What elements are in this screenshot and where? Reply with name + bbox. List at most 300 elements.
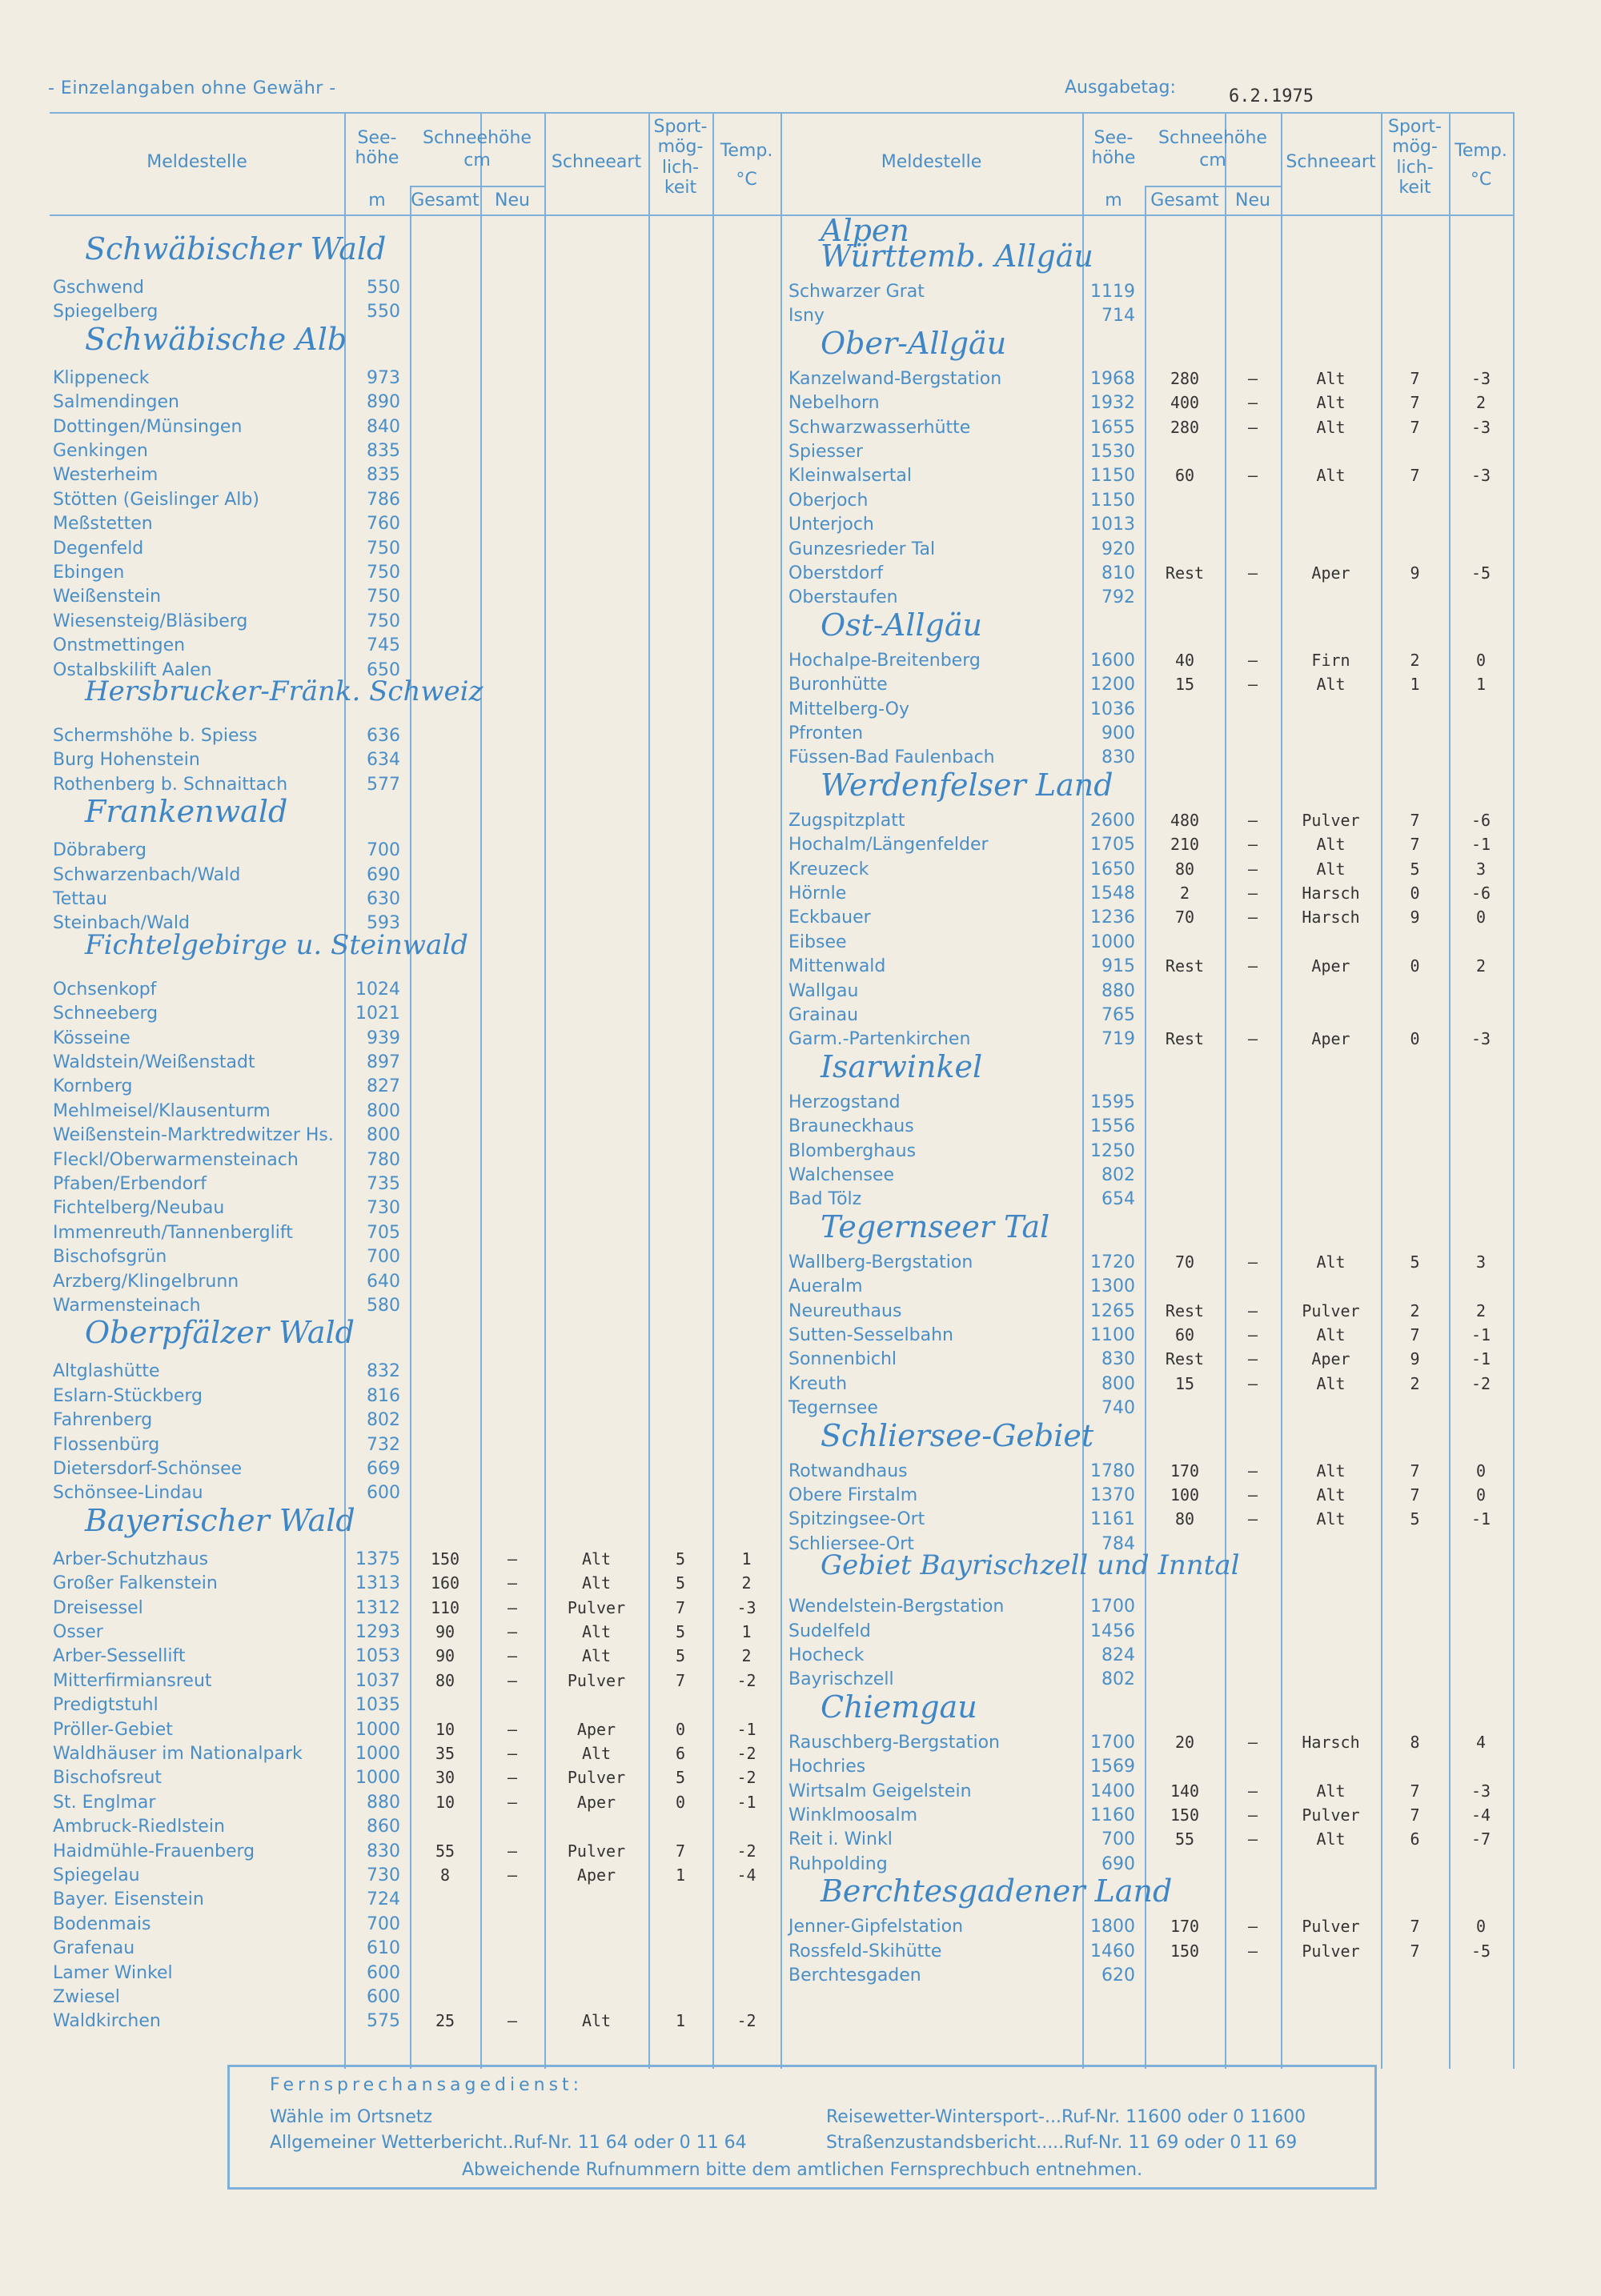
region-heading: Hersbrucker-Fränk. Schweiz xyxy=(85,675,484,707)
road-report-number: Straßenzustandsbericht.....Ruf-Nr. 11 69 oder 0 11 69 xyxy=(826,2133,1298,2153)
snow-total: 210 xyxy=(1170,835,1200,855)
station-name: Pfaben/Erbendorf xyxy=(53,1174,207,1194)
snow-new: – xyxy=(507,1597,518,1617)
snow-total: Rest xyxy=(1165,1349,1205,1369)
snow-type: Pulver xyxy=(1302,1300,1360,1320)
table-row xyxy=(0,563,1601,587)
snow-type: Alt xyxy=(581,1646,612,1666)
region-heading: Schwäbischer Wald xyxy=(85,231,387,266)
snow-new: – xyxy=(1247,859,1258,879)
snow-type: Alt xyxy=(581,2011,612,2031)
station-name: Kornberg xyxy=(53,1076,133,1097)
altitude-unit: m xyxy=(368,190,386,210)
snow-type: Harsch xyxy=(1302,908,1360,928)
station-name: Salmendingen xyxy=(53,392,179,413)
snow-type: Aper xyxy=(1311,1029,1350,1049)
station-name: Rauschberg-Bergstation xyxy=(788,1732,1000,1753)
station-altitude: 690 xyxy=(367,864,400,885)
station-altitude: 1313 xyxy=(355,1573,400,1594)
snow-total: 10 xyxy=(435,1792,455,1812)
snow-total: 100 xyxy=(1170,1485,1200,1505)
station-altitude: 1720 xyxy=(1090,1252,1135,1272)
table-row xyxy=(0,442,1601,466)
station-altitude: 640 xyxy=(367,1271,400,1292)
table-row xyxy=(0,1374,1601,1398)
station-name: Pfronten xyxy=(788,723,864,743)
sport-rating: 7 xyxy=(1410,1485,1420,1505)
temperature: -2 xyxy=(736,1768,756,1788)
table-row xyxy=(0,1917,1601,1941)
region-heading: Fichtelgebirge u. Steinwald xyxy=(85,928,468,961)
station-name: Aueralm xyxy=(788,1276,863,1297)
station-altitude: 1460 xyxy=(1090,1941,1135,1961)
station-name: Gunzesrieder Tal xyxy=(788,539,936,559)
station-name: Ochsenkopf xyxy=(53,979,157,1000)
table-row xyxy=(0,811,1601,835)
station-altitude: 1705 xyxy=(1090,835,1135,855)
table-row xyxy=(0,1116,1601,1140)
snow-total: 35 xyxy=(435,1744,455,1763)
temperature: -6 xyxy=(1471,884,1491,903)
snow-type: Alt xyxy=(1316,835,1346,855)
region-heading: Bayerischer Wald xyxy=(85,1502,355,1538)
region-heading: Isarwinkel xyxy=(821,1048,983,1084)
station-altitude: 550 xyxy=(367,278,400,298)
station-name: Großer Falkenstein xyxy=(53,1573,218,1594)
sport-rating: 5 xyxy=(675,1646,686,1666)
temperature: 0 xyxy=(1475,1461,1487,1481)
station-name: Oberstdorf xyxy=(788,563,884,583)
station-altitude: 800 xyxy=(1101,1373,1135,1394)
station-name: Hochalm/Längenfelder xyxy=(788,835,989,855)
temperature: -2 xyxy=(1471,1373,1491,1393)
region-heading: Frankenwald xyxy=(85,794,288,830)
snow-total: 40 xyxy=(1174,650,1195,670)
snow-type: Firn xyxy=(1311,650,1350,670)
station-name: Kreuth xyxy=(788,1373,848,1394)
temperature: 2 xyxy=(741,1646,752,1666)
table-row xyxy=(0,908,1601,932)
station-altitude: 1150 xyxy=(1090,490,1135,511)
station-altitude: 750 xyxy=(367,587,400,607)
snow-total: 110 xyxy=(430,1597,460,1617)
snow-type: Harsch xyxy=(1302,884,1360,903)
snow-type-header: Schneeart xyxy=(551,152,642,172)
table-row xyxy=(0,928,1601,961)
station-name: Warmensteinach xyxy=(53,1296,201,1316)
snow-total: 25 xyxy=(435,2011,455,2031)
snow-type: Alt xyxy=(1316,859,1346,879)
station-altitude: 1250 xyxy=(1090,1140,1135,1161)
station-altitude: 792 xyxy=(1101,587,1135,608)
station-altitude: 915 xyxy=(1101,956,1135,977)
station-name: Jenner-Gipfelstation xyxy=(788,1917,964,1937)
station-name: Neureuthaus xyxy=(788,1300,902,1321)
station-altitude: 750 xyxy=(367,538,400,559)
sport-rating: 0 xyxy=(675,1719,686,1739)
snow-new: – xyxy=(1247,1805,1258,1825)
table-row xyxy=(0,1165,1601,1189)
table-row xyxy=(0,1052,1601,1076)
temperature: -2 xyxy=(736,1744,756,1763)
snow-new-header: Neu xyxy=(1235,190,1270,210)
station-name: Waldhäuser im Nationalpark xyxy=(53,1744,303,1764)
station-name: Bischofsgrün xyxy=(53,1247,167,1268)
table-row xyxy=(0,1829,1601,1853)
station-altitude: 740 xyxy=(1101,1398,1135,1419)
station-name: Bayer. Eisenstein xyxy=(53,1889,204,1910)
station-altitude: 802 xyxy=(1101,1165,1135,1185)
sport-rating: 9 xyxy=(1410,908,1420,928)
station-altitude: 1000 xyxy=(355,1744,400,1764)
table-row xyxy=(0,1781,1601,1805)
station-name: Schwarzer Grat xyxy=(788,282,925,302)
temperature: 0 xyxy=(1475,1485,1487,1505)
snow-total-header: Gesamt xyxy=(411,190,479,210)
station-name: Hocheck xyxy=(788,1645,865,1665)
snow-new: – xyxy=(1247,1029,1258,1049)
sport-header: Sport- mög- lich- keit xyxy=(653,117,708,198)
station-name: Kreuzeck xyxy=(788,859,869,880)
snow-total: 15 xyxy=(1174,1373,1195,1393)
station-altitude: 760 xyxy=(367,514,400,535)
station-name: Arber-Schutzhaus xyxy=(53,1549,209,1569)
station-name: Eslarn-Stückberg xyxy=(53,1385,203,1406)
snow-new: – xyxy=(1247,908,1258,928)
temperature: 2 xyxy=(1475,393,1487,413)
station-name: Spiegelberg xyxy=(53,302,158,323)
station-name: Mittelberg-Oy xyxy=(788,699,910,719)
snow-new: – xyxy=(1247,1732,1258,1752)
station-altitude: 1600 xyxy=(1090,650,1135,671)
station-name: Grainau xyxy=(788,1005,859,1025)
station-name: Kleinwalsertal xyxy=(788,466,912,487)
snow-new: – xyxy=(1247,1485,1258,1505)
snow-type: Aper xyxy=(576,1865,616,1885)
table-row xyxy=(0,956,1601,980)
snow-new: – xyxy=(507,1841,518,1861)
temperature: -3 xyxy=(1471,1029,1491,1049)
table-row xyxy=(0,393,1601,417)
table-row xyxy=(0,1509,1601,1533)
station-altitude: 1100 xyxy=(1090,1325,1135,1345)
station-altitude: 636 xyxy=(367,726,400,746)
station-altitude: 1700 xyxy=(1090,1597,1135,1617)
sport-rating: 2 xyxy=(1410,1373,1420,1393)
temperature: -7 xyxy=(1471,1829,1491,1849)
station-name: Gschwend xyxy=(53,278,144,298)
snow-type: Alt xyxy=(581,1549,612,1569)
station-name: Winklmoosalm xyxy=(788,1805,918,1825)
temperature: -3 xyxy=(736,1597,756,1617)
sport-rating: 7 xyxy=(1410,835,1420,855)
station-altitude: 650 xyxy=(367,659,400,680)
temperature: 0 xyxy=(1475,1917,1487,1937)
station-altitude: 802 xyxy=(1101,1669,1135,1690)
station-name: Genkingen xyxy=(53,441,148,461)
station-altitude: 1300 xyxy=(1090,1276,1135,1297)
station-name: Schönsee-Lindau xyxy=(53,1483,203,1504)
station-name: Berchtesgaden xyxy=(788,1965,921,1985)
station-name: Wiesensteig/Bläsiberg xyxy=(53,611,248,631)
snow-type: Pulver xyxy=(567,1768,626,1788)
station-altitude: 1400 xyxy=(1090,1781,1135,1801)
temperature: -3 xyxy=(1471,1781,1491,1801)
snow-total: Rest xyxy=(1165,1029,1205,1049)
station-name: Immenreuth/Tannenberglift xyxy=(53,1222,293,1243)
snow-new: – xyxy=(1247,810,1258,830)
temperature: 4 xyxy=(1475,1732,1487,1752)
station-name: Zwiesel xyxy=(53,1987,120,2007)
snow-total: 80 xyxy=(1174,859,1195,879)
sport-rating: 7 xyxy=(1410,1941,1420,1961)
station-altitude: 700 xyxy=(367,840,400,861)
station-altitude: 816 xyxy=(367,1385,400,1406)
station-name: Steinbach/Wald xyxy=(53,913,190,934)
temperature: -2 xyxy=(736,1670,756,1690)
station-altitude: 730 xyxy=(367,1198,400,1219)
station-name: Dreisessel xyxy=(53,1597,143,1618)
station-altitude: 634 xyxy=(367,750,400,771)
temperature: 3 xyxy=(1475,859,1487,879)
temperature: 3 xyxy=(1475,1252,1487,1272)
station-altitude: 810 xyxy=(1101,563,1135,583)
altitude-unit: m xyxy=(1105,190,1122,210)
station-altitude: 835 xyxy=(367,441,400,461)
sport-rating: 5 xyxy=(675,1573,686,1593)
station-name: Blomberghaus xyxy=(788,1140,917,1161)
station-altitude: 600 xyxy=(367,1483,400,1504)
snow-type: Alt xyxy=(581,1744,612,1763)
sport-rating: 7 xyxy=(675,1597,686,1617)
station-name: Ebingen xyxy=(53,563,125,583)
station-name: Obere Firstalm xyxy=(788,1485,918,1505)
station-altitude: 550 xyxy=(367,302,400,323)
station-altitude: 880 xyxy=(1101,980,1135,1001)
sport-rating: 9 xyxy=(1410,563,1420,583)
temperature: 1 xyxy=(741,1622,752,1641)
table-row xyxy=(0,539,1601,563)
temperature: 2 xyxy=(741,1573,752,1593)
station-altitude: 705 xyxy=(367,1222,400,1243)
table-row xyxy=(0,1597,1601,1621)
station-altitude: 1000 xyxy=(355,1768,400,1789)
table-row xyxy=(0,1092,1601,1116)
station-name: Fichtelberg/Neubau xyxy=(53,1198,225,1219)
sport-rating: 5 xyxy=(675,1549,686,1569)
table-row xyxy=(0,884,1601,908)
station-name: Flossenbürg xyxy=(53,1434,160,1455)
snow-total: 70 xyxy=(1174,1252,1195,1272)
snow-new: – xyxy=(1247,1781,1258,1801)
station-name: Dietersdorf-Schönsee xyxy=(53,1459,243,1479)
temperature: -2 xyxy=(736,2011,756,2031)
station-altitude: 1700 xyxy=(1090,1732,1135,1753)
snow-new: – xyxy=(1247,1941,1258,1961)
table-row xyxy=(0,1276,1601,1300)
snow-new: – xyxy=(1247,1325,1258,1344)
sport-rating: 7 xyxy=(1410,1917,1420,1937)
table-row xyxy=(0,1733,1601,1757)
station-altitude: 1119 xyxy=(1090,282,1135,302)
sport-rating: 7 xyxy=(1410,417,1420,437)
temp-header: Temp. xyxy=(1455,141,1507,161)
snow-new: – xyxy=(1247,884,1258,903)
snow-new: – xyxy=(1247,1917,1258,1937)
station-altitude: 1160 xyxy=(1090,1805,1135,1825)
table-row xyxy=(0,747,1601,771)
station-altitude: 1053 xyxy=(355,1646,400,1667)
station-altitude: 1569 xyxy=(1090,1757,1135,1777)
station-altitude: 1200 xyxy=(1090,675,1135,695)
station-name: Wallberg-Bergstation xyxy=(788,1252,973,1272)
phone-service-box xyxy=(227,2065,1377,2190)
station-altitude: 880 xyxy=(367,1792,400,1813)
table-row xyxy=(0,1987,1601,2011)
station-altitude: 860 xyxy=(367,1817,400,1837)
station-altitude: 1293 xyxy=(355,1622,400,1642)
snow-total: 10 xyxy=(435,1719,455,1739)
sport-rating: 0 xyxy=(1410,1029,1420,1049)
temperature: -6 xyxy=(1471,810,1491,830)
station-name: Walchensee xyxy=(788,1165,894,1185)
table-row xyxy=(0,1889,1601,1913)
station-name: Sutten-Sesselbahn xyxy=(788,1325,953,1345)
sport-rating: 5 xyxy=(1410,1252,1420,1272)
station-name: Spiesser xyxy=(788,442,864,462)
station-name: Osser xyxy=(53,1622,103,1642)
station-altitude: 1000 xyxy=(1090,932,1135,952)
sport-rating: 2 xyxy=(1410,1300,1420,1320)
station-name: Eckbauer xyxy=(788,908,871,928)
snow-new: – xyxy=(507,1646,518,1666)
snow-new: – xyxy=(507,1768,518,1788)
station-altitude: 600 xyxy=(367,1962,400,1983)
station-altitude: 1037 xyxy=(355,1670,400,1691)
station-name: Füssen-Bad Faulenbach xyxy=(788,747,995,768)
station-altitude: 690 xyxy=(1101,1853,1135,1874)
temperature: -2 xyxy=(736,1841,756,1861)
weather-report-number: Allgemeiner Wetterbericht..Ruf-Nr. 11 64 oder 0 11 64 xyxy=(270,2133,747,2153)
station-name: Wirtsalm Geigelstein xyxy=(788,1781,972,1801)
station-altitude: 1370 xyxy=(1090,1485,1135,1505)
temperature: -4 xyxy=(736,1865,756,1885)
station-altitude: 700 xyxy=(1101,1829,1135,1850)
table-row xyxy=(0,1461,1601,1485)
station-name: Arzberg/Klingelbrunn xyxy=(53,1271,239,1292)
station-header: Meldestelle xyxy=(881,152,982,172)
snow-total: 15 xyxy=(1174,675,1195,695)
sport-rating: 1 xyxy=(675,2011,686,2031)
altitude-header: See- höhe xyxy=(1091,128,1136,169)
sport-rating: 0 xyxy=(1410,956,1420,976)
snow-subheader-rule xyxy=(1145,186,1281,187)
snow-total: 480 xyxy=(1170,810,1200,830)
station-name: Fahrenberg xyxy=(53,1410,153,1431)
station-altitude: 654 xyxy=(1101,1189,1135,1210)
issue-date: 6.2.1975 xyxy=(1229,86,1314,106)
temperature: -1 xyxy=(1471,1509,1491,1529)
snow-new: – xyxy=(1247,368,1258,388)
snow-new-header: Neu xyxy=(495,190,530,210)
station-name: Mittenwald xyxy=(788,956,886,977)
station-name: Spiegelau xyxy=(53,1865,140,1885)
station-name: Haidmühle-Frauenberg xyxy=(53,1841,255,1861)
station-altitude: 1556 xyxy=(1090,1116,1135,1137)
station-name: Degenfeld xyxy=(53,538,144,559)
region-heading: Chiemgau xyxy=(821,1689,977,1725)
table-row xyxy=(0,723,1601,747)
table-row xyxy=(0,1141,1601,1165)
travel-weather-number: Reisewetter-Wintersport-...Ruf-Nr. 11600 oder 0 11600 xyxy=(826,2107,1306,2127)
snow-new: – xyxy=(507,1744,518,1763)
station-altitude: 714 xyxy=(1101,306,1135,327)
station-altitude: 732 xyxy=(367,1434,400,1455)
station-altitude: 1265 xyxy=(1090,1300,1135,1321)
station-altitude: 1036 xyxy=(1090,699,1135,719)
station-name: Onstmettingen xyxy=(53,635,186,656)
station-altitude: 1968 xyxy=(1090,368,1135,389)
table-row xyxy=(0,306,1601,330)
station-altitude: 1456 xyxy=(1090,1621,1135,1641)
snow-total: 8 xyxy=(439,1865,451,1885)
station-name: Isny xyxy=(788,306,825,327)
station-altitude: 1932 xyxy=(1090,393,1135,414)
station-altitude: 745 xyxy=(367,635,400,656)
snow-type: Pulver xyxy=(567,1597,626,1617)
station-altitude: 765 xyxy=(1101,1005,1135,1025)
station-altitude: 1150 xyxy=(1090,466,1135,487)
snow-total: 140 xyxy=(1170,1781,1200,1801)
table-row xyxy=(0,1485,1601,1509)
station-altitude: 719 xyxy=(1101,1029,1135,1050)
sport-rating: 5 xyxy=(1410,1509,1420,1529)
table-row xyxy=(0,835,1601,859)
temp-header: Temp. xyxy=(720,141,773,161)
snow-depth-unit: cm xyxy=(463,150,491,170)
snow-type: Pulver xyxy=(567,1841,626,1861)
snow-total: 90 xyxy=(435,1646,455,1666)
table-row xyxy=(0,1962,1601,1989)
sport-rating: 7 xyxy=(1410,368,1420,388)
station-name: Schwarzwasserhütte xyxy=(788,417,971,438)
snow-new: – xyxy=(1247,650,1258,670)
table-row xyxy=(0,1757,1601,1781)
region-heading: Alpen xyxy=(821,213,909,248)
sport-rating: 2 xyxy=(1410,650,1420,670)
snow-subheader-rule xyxy=(410,186,544,187)
table-row xyxy=(0,1695,1601,1719)
station-altitude: 830 xyxy=(1101,747,1135,768)
snow-type: Alt xyxy=(581,1622,612,1641)
station-name: Mehlmeisel/Klausenturm xyxy=(53,1100,271,1121)
station-name: Ruhpolding xyxy=(788,1853,888,1874)
temperature: 2 xyxy=(1475,1300,1487,1320)
sport-rating: 7 xyxy=(675,1841,686,1861)
station-name: Rothenberg b. Schnaittach xyxy=(53,774,288,795)
station-altitude: 840 xyxy=(367,416,400,437)
snow-new: – xyxy=(507,1573,518,1593)
sport-rating: 7 xyxy=(1410,1781,1420,1801)
region-heading: Tegernseer Tal xyxy=(821,1208,1050,1244)
region-heading: Ost-Allgäu xyxy=(821,607,982,643)
snow-new: – xyxy=(1247,393,1258,413)
temperature: 0 xyxy=(1475,650,1487,670)
temp-unit: °C xyxy=(736,170,757,190)
snow-new: – xyxy=(507,1549,518,1569)
table-row xyxy=(0,466,1601,490)
snow-new: – xyxy=(1247,466,1258,486)
